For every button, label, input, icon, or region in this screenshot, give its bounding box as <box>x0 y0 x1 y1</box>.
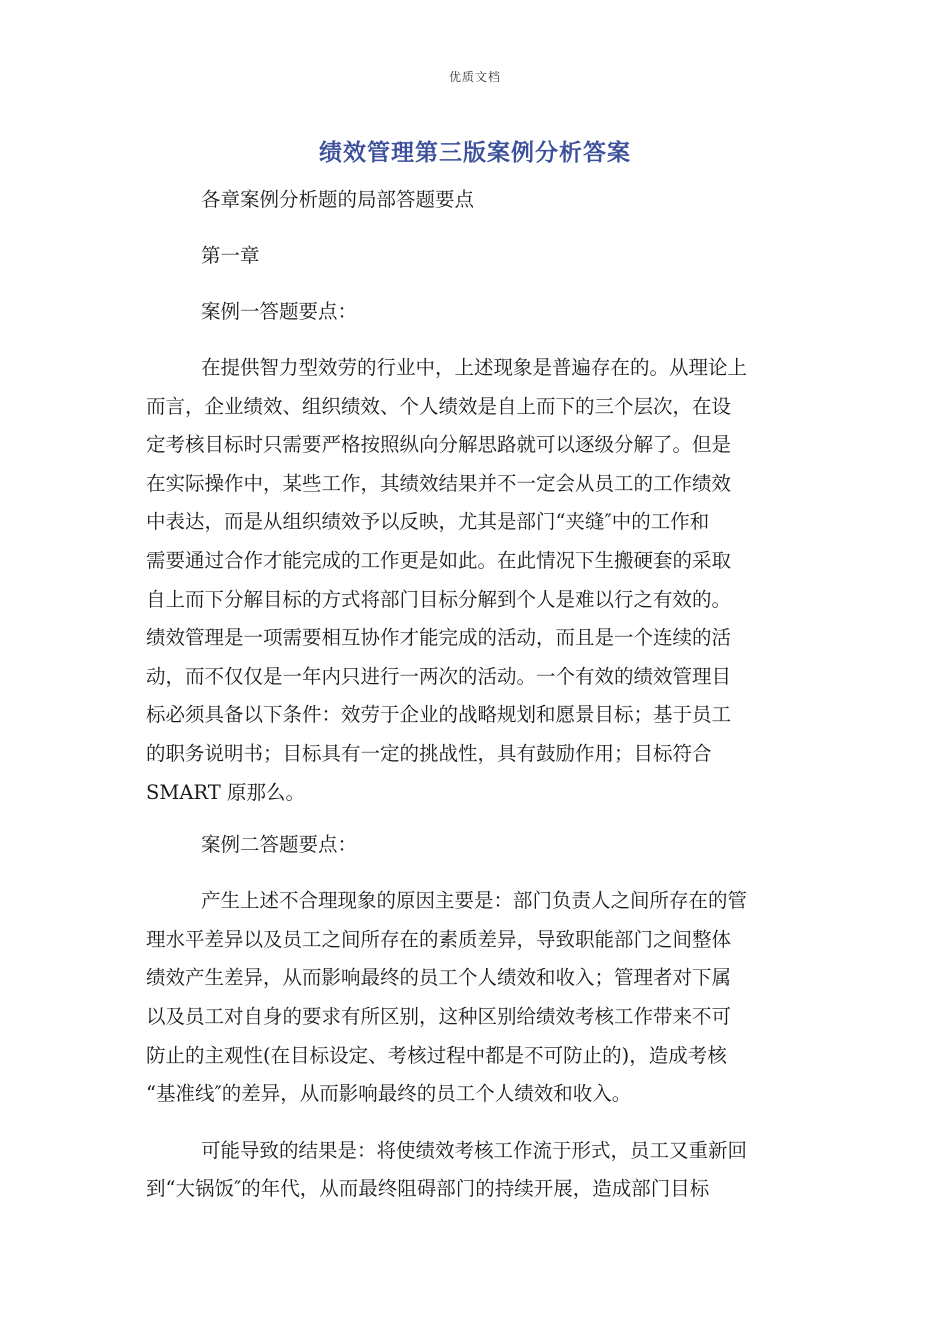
text-line: 标必须具备以下条件：效劳于企业的战略规划和愿景目标；基于员工 <box>146 703 732 727</box>
chapter-heading: 第一章 <box>201 244 260 267</box>
text-line: SMART 原那么。 <box>146 780 305 804</box>
case2-paragraph-2 <box>146 1132 806 1209</box>
document-body <box>146 185 806 1227</box>
page-header-label: 优质文档 <box>448 70 501 84</box>
text-line: 产生上述不合理现象的原因主要是：部门负责人之间所存在的管 <box>201 889 748 913</box>
text-line: 在实际操作中，某些工作，其绩效结果并不一定会从员工的工作绩效 <box>146 471 732 495</box>
intro-line: 各章案例分析题的局部答题要点 <box>201 188 475 211</box>
case1-heading: 案例一答题要点： <box>201 300 358 323</box>
case1-paragraph <box>146 349 806 812</box>
text-line: 绩效产生差异，从而影响最终的员工个人绩效和收入；管理者对下属 <box>146 966 732 990</box>
text-line: 以及员工对自身的要求有所区别，这种区别给绩效考核工作带来不可 <box>146 1004 732 1028</box>
text-line: 定考核目标时只需要严格按照纵向分解思路就可以逐级分解了。但是 <box>146 433 732 457</box>
case2-heading: 案例二答题要点： <box>201 833 358 857</box>
text-line: 动，而不仅仅是一年内只进行一两次的活动。一个有效的绩效管理目 <box>146 664 732 688</box>
text-line: 可能导致的结果是：将使绩效考核工作流于形式，员工又重新回 <box>201 1138 748 1162</box>
case2-paragraph-1 <box>146 882 806 1114</box>
text-line: 防止的主观性(在目标设定、考核过程中都是不可防止的)，造成考核 <box>146 1043 727 1067</box>
text-line: 绩效管理是一项需要相互协作才能完成的活动，而且是一个连续的活 <box>146 626 732 650</box>
text-line: 中表达，而是从组织绩效予以反映，尤其是部门“夹缝″中的工作和 <box>146 510 710 534</box>
text-line: 的职务说明书；目标具有一定的挑战性，具有鼓励作用；目标符合 <box>146 741 712 765</box>
text-line: 到“大锅饭″的年代，从而最终阻碍部门的持续开展，造成部门目标 <box>146 1177 710 1201</box>
text-line: 而言，企业绩效、组织绩效、个人绩效是自上而下的三个层次，在设 <box>146 394 732 418</box>
text-line: “基准线″的差异，从而影响最终的员工个人绩效和收入。 <box>146 1082 632 1106</box>
text-line: 需要通过合作才能完成的工作更是如此。在此情况下生搬硬套的采取 <box>146 548 732 572</box>
text-line: 在提供智力型效劳的行业中，上述现象是普遍存在的。从理论上 <box>201 356 748 379</box>
document-title: 绩效管理第三版案例分析答案 <box>319 140 631 166</box>
text-line: 自上而下分解目标的方式将部门目标分解到个人是难以行之有效的。 <box>146 587 732 611</box>
text-line: 理水平差异以及员工之间所存在的素质差异，导致职能部门之间整体 <box>146 927 732 951</box>
